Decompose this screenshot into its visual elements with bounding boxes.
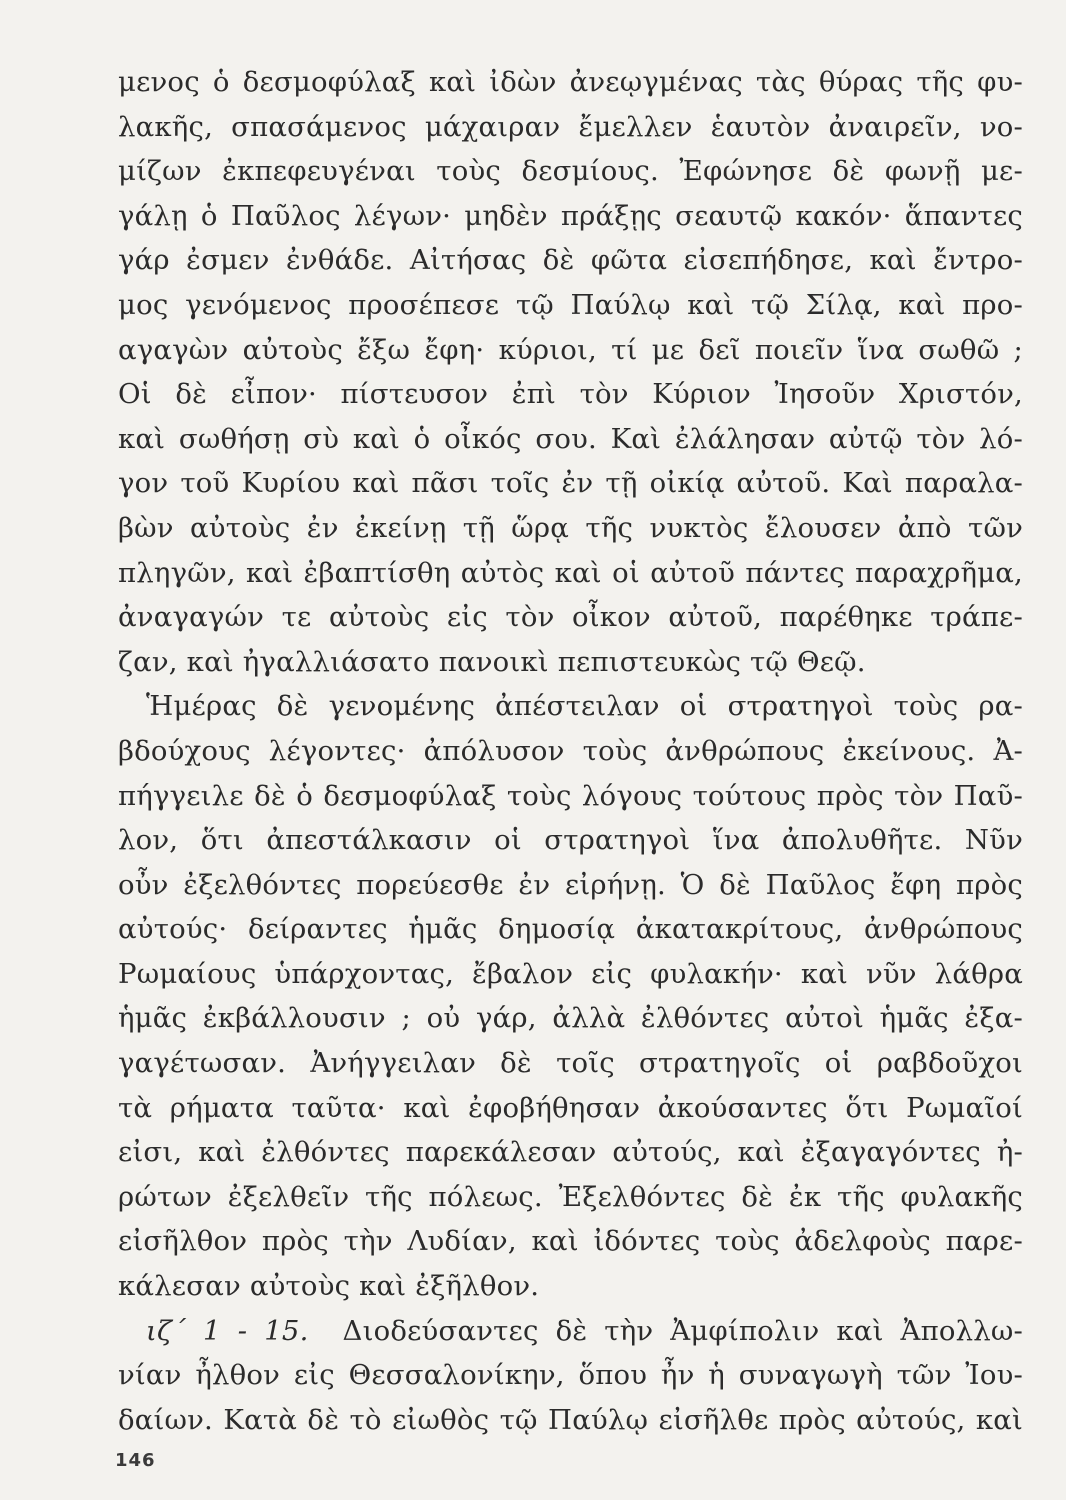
page-number: 146 — [115, 1450, 156, 1471]
text-line: πληγῶν, καὶ ἐβαπτίσθη αὐτὸς καὶ οἱ αὐτοῦ πάντες παραχρῆμα, — [118, 556, 1023, 589]
text-line: βὼν αὐτοὺς ἐν ἐκείνῃ τῇ ὥρᾳ τῆς νυκτὸς ἔλουσεν ἀπὸ τῶν — [118, 511, 1023, 544]
text-line: δαίων. Κατὰ δὲ τὸ εἰωθὸς τῷ Παύλῳ εἰσῆλθε πρὸς αὐτούς, καὶ — [118, 1403, 1023, 1436]
text-line: μενος ὁ δεσμοφύλαξ καὶ ἰδὼν ἀνεῳγμένας τὰς θύρας τῆς φυ- — [118, 66, 1023, 98]
text-line: γαγέτωσαν. Ἀνήγγειλαν δὲ τοῖς στρατηγοῖς οἱ ραβδοῦχοι — [118, 1047, 1023, 1080]
text-line: λον, ὅτι ἀπεστάλκασιν οἱ στρατηγοὶ ἵνα ἀπολυθῆτε. Νῦν — [118, 824, 1023, 857]
text-line: εἰσι, καὶ ἐλθόντες παρεκάλεσαν αὐτούς, καὶ ἐξαγαγόντες ἠ- — [118, 1136, 1023, 1169]
text-line: αὐτούς· δείραντες ἡμᾶς δημοσίᾳ ἀκατακρίτους, ἀνθρώπους — [118, 913, 1023, 946]
text-line: ρώτων ἐξελθεῖν τῆς πόλεως. Ἐξελθόντες δὲ ἐκ τῆς φυλακῆς — [118, 1180, 1023, 1213]
text-line: μος γενόμενος προσέπεσε τῷ Παύλῳ καὶ τῷ Σίλᾳ, καὶ προ- — [118, 288, 1023, 321]
text-line: νίαν ἦλθον εἰς Θεσσαλονίκην, ὅπου ἦν ἡ συναγωγὴ τῶν Ἰου- — [118, 1359, 1023, 1392]
text-line: γάλῃ ὁ Παῦλος λέγων· μηδὲν πράξῃς σεαυτῷ κακόν· ἅπαντες — [118, 199, 1023, 232]
text-line: πήγγειλε δὲ ὁ δεσμοφύλαξ τοὺς λόγους τούτους πρὸς τὸν Παῦ- — [118, 779, 1023, 812]
text-line: τὰ ρήματα ταῦτα· καὶ ἐφοβήθησαν ἀκούσαντες ὅτι Ρωμαῖοί — [118, 1091, 1023, 1124]
text-line: ἀναγαγών τε αὐτοὺς εἰς τὸν οἶκον αὐτοῦ, παρέθηκε τράπε- — [118, 601, 1023, 634]
text-line: εἰσῆλθον πρὸς τὴν Λυδίαν, καὶ ἰδόντες τοὺς ἀδελφοὺς παρε- — [118, 1225, 1023, 1258]
text-line: Ρωμαίους ὑπάρχοντας, ἔβαλον εἰς φυλακήν· καὶ νῦν λάθρα — [118, 957, 1023, 990]
text-line: καὶ σωθήσῃ σὺ καὶ ὁ οἶκός σου. Καὶ ἐλάλησαν αὐτῷ τὸν λό- — [118, 422, 1023, 455]
section-text: Διοδεύσαντες δὲ τὴν Ἀμφίπολιν καὶ Ἀπολλω- — [342, 1314, 1024, 1347]
section-reference: ιζ΄ 1 - 15. — [146, 1314, 309, 1347]
paragraph-start-line: Ἡμέρας δὲ γενομένης ἀπέστειλαν οἱ στρατηγοὶ τοὺς ρα- — [146, 690, 1023, 723]
text-line: Οἱ δὲ εἶπον· πίστευσον ἐπὶ τὸν Κύριον Ἰησοῦν Χριστόν, — [118, 378, 1023, 411]
text-line: γάρ ἐσμεν ἐνθάδε. Αἰτήσας δὲ φῶτα εἰσεπήδησε, καὶ ἔντρο- — [118, 244, 1023, 277]
text-line: μίζων ἐκπεφευγέναι τοὺς δεσμίους. Ἐφώνησε δὲ φωνῇ με- — [118, 155, 1023, 188]
body-text — [118, 60, 1023, 1442]
text-line: ἡμᾶς ἐκβάλλουσιν ; οὐ γάρ, ἀλλὰ ἐλθόντες αὐτοὶ ἡμᾶς ἐξα- — [118, 1002, 1023, 1035]
section-start-line — [118, 1309, 1023, 1354]
paragraph-end-line: ζαν, καὶ ἠγαλλιάσατο πανοικὶ πεπιστευκὼς τῷ Θεῷ. — [118, 645, 866, 678]
paragraph-end-line: κάλεσαν αὐτοὺς καὶ ἐξῆλθον. — [118, 1270, 540, 1303]
text-line: γον τοῦ Κυρίου καὶ πᾶσι τοῖς ἐν τῇ οἰκίᾳ αὐτοῦ. Καὶ παραλα- — [118, 467, 1023, 500]
text-line: λακῆς, σπασάμενος μάχαιραν ἔμελλεν ἑαυτὸν ἀναιρεῖν, νο- — [118, 110, 1023, 143]
text-line: οὖν ἐξελθόντες πορεύεσθε ἐν εἰρήνῃ. Ὁ δὲ Παῦλος ἔφη πρὸς — [118, 868, 1023, 901]
text-line: βδούχους λέγοντες· ἀπόλυσον τοὺς ἀνθρώπους ἐκείνους. Ἀ- — [118, 734, 1023, 767]
text-line: αγαγὼν αὐτοὺς ἔξω ἔφη· κύριοι, τί με δεῖ ποιεῖν ἵνα σωθῶ ; — [118, 333, 1023, 366]
